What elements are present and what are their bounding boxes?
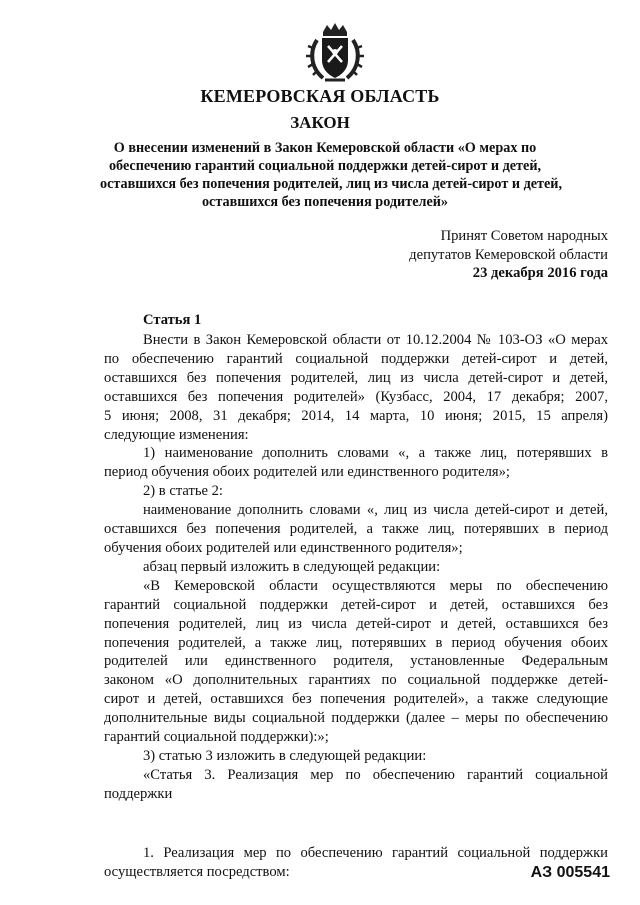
text-line: «Статья 3. Реализация мер по обеспечению гарантий социальной [143,766,608,783]
coat-of-arms-icon [305,22,365,84]
text-line: абзац первый изложить в следующей редакции: [143,558,441,575]
text-line: оставшихся без попечения родителей, лиц из числа детей-сирот и детей, [104,369,608,386]
text-line: следующие изменения: [104,426,249,443]
text-line: 5 июня; 2008, 31 декабря; 2014, 14 марта, 10 июня; 2015, 15 апреля) [104,407,608,424]
text-line: 1. Реализация мер по обеспечению гарантий социальной поддержки [143,844,608,861]
text-line: оставшихся без попечения родителей» (Кузбасс, 2004, 17 декабря; 2007, [104,388,608,405]
law-title-line: оставшихся без попечения родителей, лиц из числа детей-сирот и детей, [100,176,563,192]
text-line: гарантий социальной поддержки):»; [104,729,329,746]
adoption-line: Принят Советом народных [440,228,608,244]
text-line: сирот и детей, оставшихся без попечения родителей», а также следующие [104,691,608,708]
text-line: осуществляется посредством: [104,863,290,880]
text-line: дополнительные виды социальной поддержки (далее – меры по обеспечению [104,710,608,727]
article-body [104,331,608,881]
text-line: обучения обоих родителей или единственного родителя»; [104,539,463,556]
text-line: законом «О дополнительных гарантиях по социальной поддержке детей- [104,672,608,689]
text-line: 1) наименование дополнить словами «, а также лиц, потерявших в [143,445,608,462]
text-line: по обеспечению гарантий социальной поддержки детей-сирот и детей, [104,350,608,367]
paragraph-gap [104,804,608,844]
text-line: попечения родителей, а также лиц, потерявших в период обучения обоих [104,634,608,651]
law-title-line: оставшихся без попечения родителей» [201,194,449,210]
text-line: попечения родителей, лиц из числа детей-сирот и детей, оставшихся без [104,615,608,632]
text-line: родителей или единственного родителя, установленные Федеральным [104,653,608,670]
text-line: наименование дополнить словами «, лиц из числа детей-сирот и детей, [143,502,608,519]
text-line: поддержки [104,785,173,802]
document-serial-number: АЗ 005541 [530,864,610,881]
law-title [100,139,563,211]
article-heading: Статья 1 [143,312,202,328]
adoption-date: 23 декабря 2016 года [472,265,608,281]
text-line: оставшихся без попечения родителей, а также лиц, потерявших в период [104,521,608,538]
document-type: ЗАКОН [290,113,350,132]
adoption-line: депутатов Кемеровской области [409,246,608,263]
text-line: «В Кемеровской области осуществляются меры по обеспечению [143,577,608,594]
text-line: период обучения обоих родителей или единственного родителя»; [104,464,510,481]
text-line: 2) в статье 2: [143,483,223,500]
text-line: Внести в Закон Кемеровской области от 10.12.2004 № 103-ОЗ «О мерах [143,332,608,348]
text-line: 3) статью 3 изложить в следующей редакции: [143,747,427,764]
text-line: гарантий социальной поддержки детей-сирот и детей, оставшихся без [104,596,608,613]
law-title-line: О внесении изменений в Закон Кемеровской области «О мерах по [113,140,537,156]
adoption-block [409,227,608,283]
region-name: КЕМЕРОВСКАЯ ОБЛАСТЬ [200,86,440,106]
law-title-line: обеспечению гарантий социальной поддержки детей-сирот и детей, [108,158,542,174]
